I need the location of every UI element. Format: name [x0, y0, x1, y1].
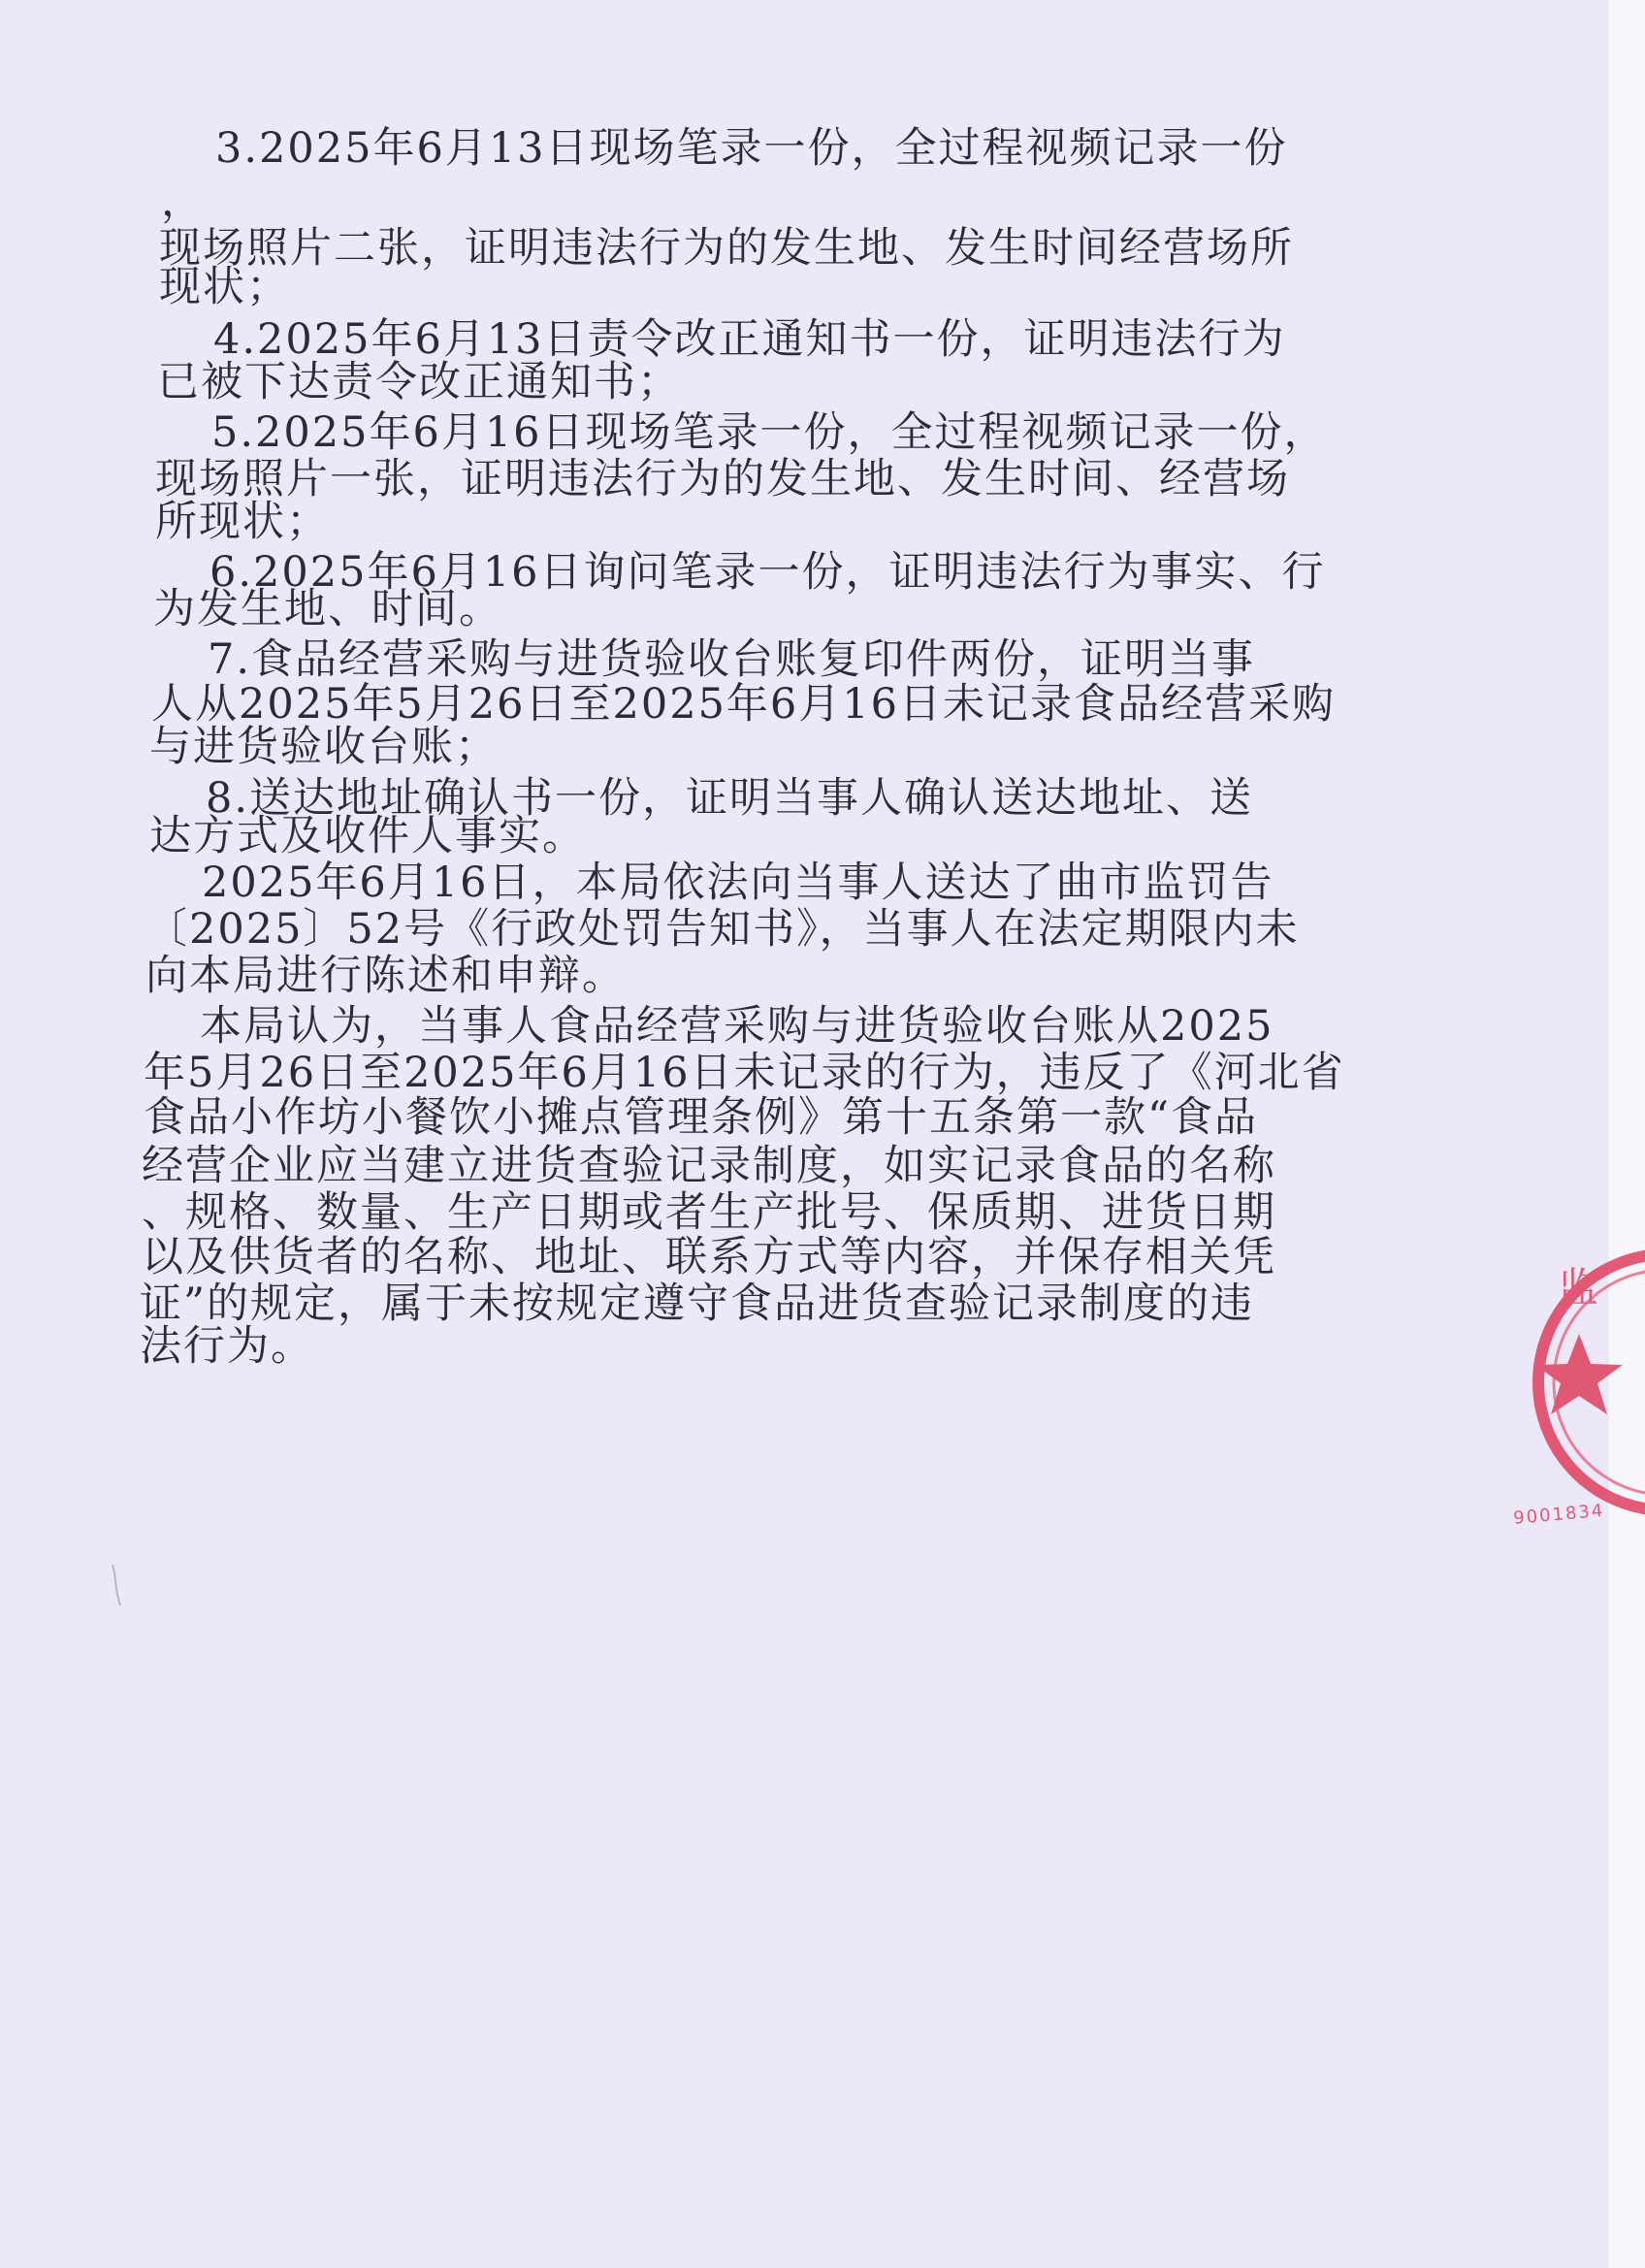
text-line: 年5月26日至2025年6月16日未记录的行为，违反了《河北省: [144, 1049, 1345, 1097]
text-line: 、规格、数量、生产日期或者生产批号、保质期、进货日期: [142, 1188, 1276, 1237]
text-line: 以及供货者的名称、地址、联系方式等内容，并保存相关凭: [142, 1233, 1276, 1281]
text-line: 现状；: [159, 263, 290, 311]
text-line: ，: [161, 178, 205, 226]
text-line: 已被下达责令改正通知书；: [157, 358, 681, 406]
text-line: 〔2025〕52号《行政处罚告知书》，当事人在法定期限内未: [145, 905, 1300, 954]
text-line: 现场照片一张，证明违法行为的发生地、发生时间、经营场: [155, 455, 1290, 503]
text-line: 食品小作坊小餐饮小摊点管理条例》第十五条第一款“食品: [144, 1093, 1258, 1142]
text-line: 8.送达地址确认书一份，证明当事人确认送达地址、送: [206, 774, 1254, 823]
text-line: 达方式及收件人事实。: [149, 812, 586, 860]
official-seal: [1501, 1242, 1645, 1562]
text-line: 7.食品经营采购与进货验收台账复印件两份，证明当事: [208, 635, 1256, 684]
text-line: 所现状；: [155, 498, 330, 546]
text-line: 人从2025年5月26日至2025年6月16日未记录食品经营采购: [151, 680, 1337, 729]
text-line: 法行为。: [140, 1322, 314, 1371]
text-line: 3.2025年6月13日现场笔录一份，全过程视频记录一份: [215, 124, 1288, 173]
text-line: 为发生地、时间。: [153, 585, 502, 633]
text-line: 与进货验收台账；: [149, 723, 499, 771]
text-line: 5.2025年6月16日现场笔录一份，全过程视频记录一份，: [211, 408, 1328, 457]
text-line: 向本局进行陈述和申辩。: [145, 952, 626, 1000]
text-line: 本局认为，当事人食品经营采购与进货验收台账从2025: [200, 1002, 1274, 1051]
text-line: 6.2025年6月16日询问笔录一份，证明违法行为事实、行: [210, 548, 1326, 597]
seal-serial-number: 9001834: [1512, 1500, 1606, 1529]
text-line: 现场照片二张，证明违法行为的发生地、发生时间经营场所: [159, 224, 1294, 273]
seal-character: 监: [1558, 1264, 1599, 1312]
text-line: 4.2025年6月13日责令改正通知书一份，证明违法行为: [213, 315, 1286, 364]
scan-edge: [1607, 0, 1645, 2268]
text-line: 证”的规定，属于未按规定遵守食品进货查验记录制度的违: [140, 1280, 1254, 1328]
text-line: 经营企业应当建立进货查验记录制度，如实记录食品的名称: [142, 1142, 1276, 1190]
scan-mark: [109, 1559, 130, 1611]
text-line: 2025年6月16日，本局依法向当事人送达了曲市监罚告: [202, 859, 1274, 907]
